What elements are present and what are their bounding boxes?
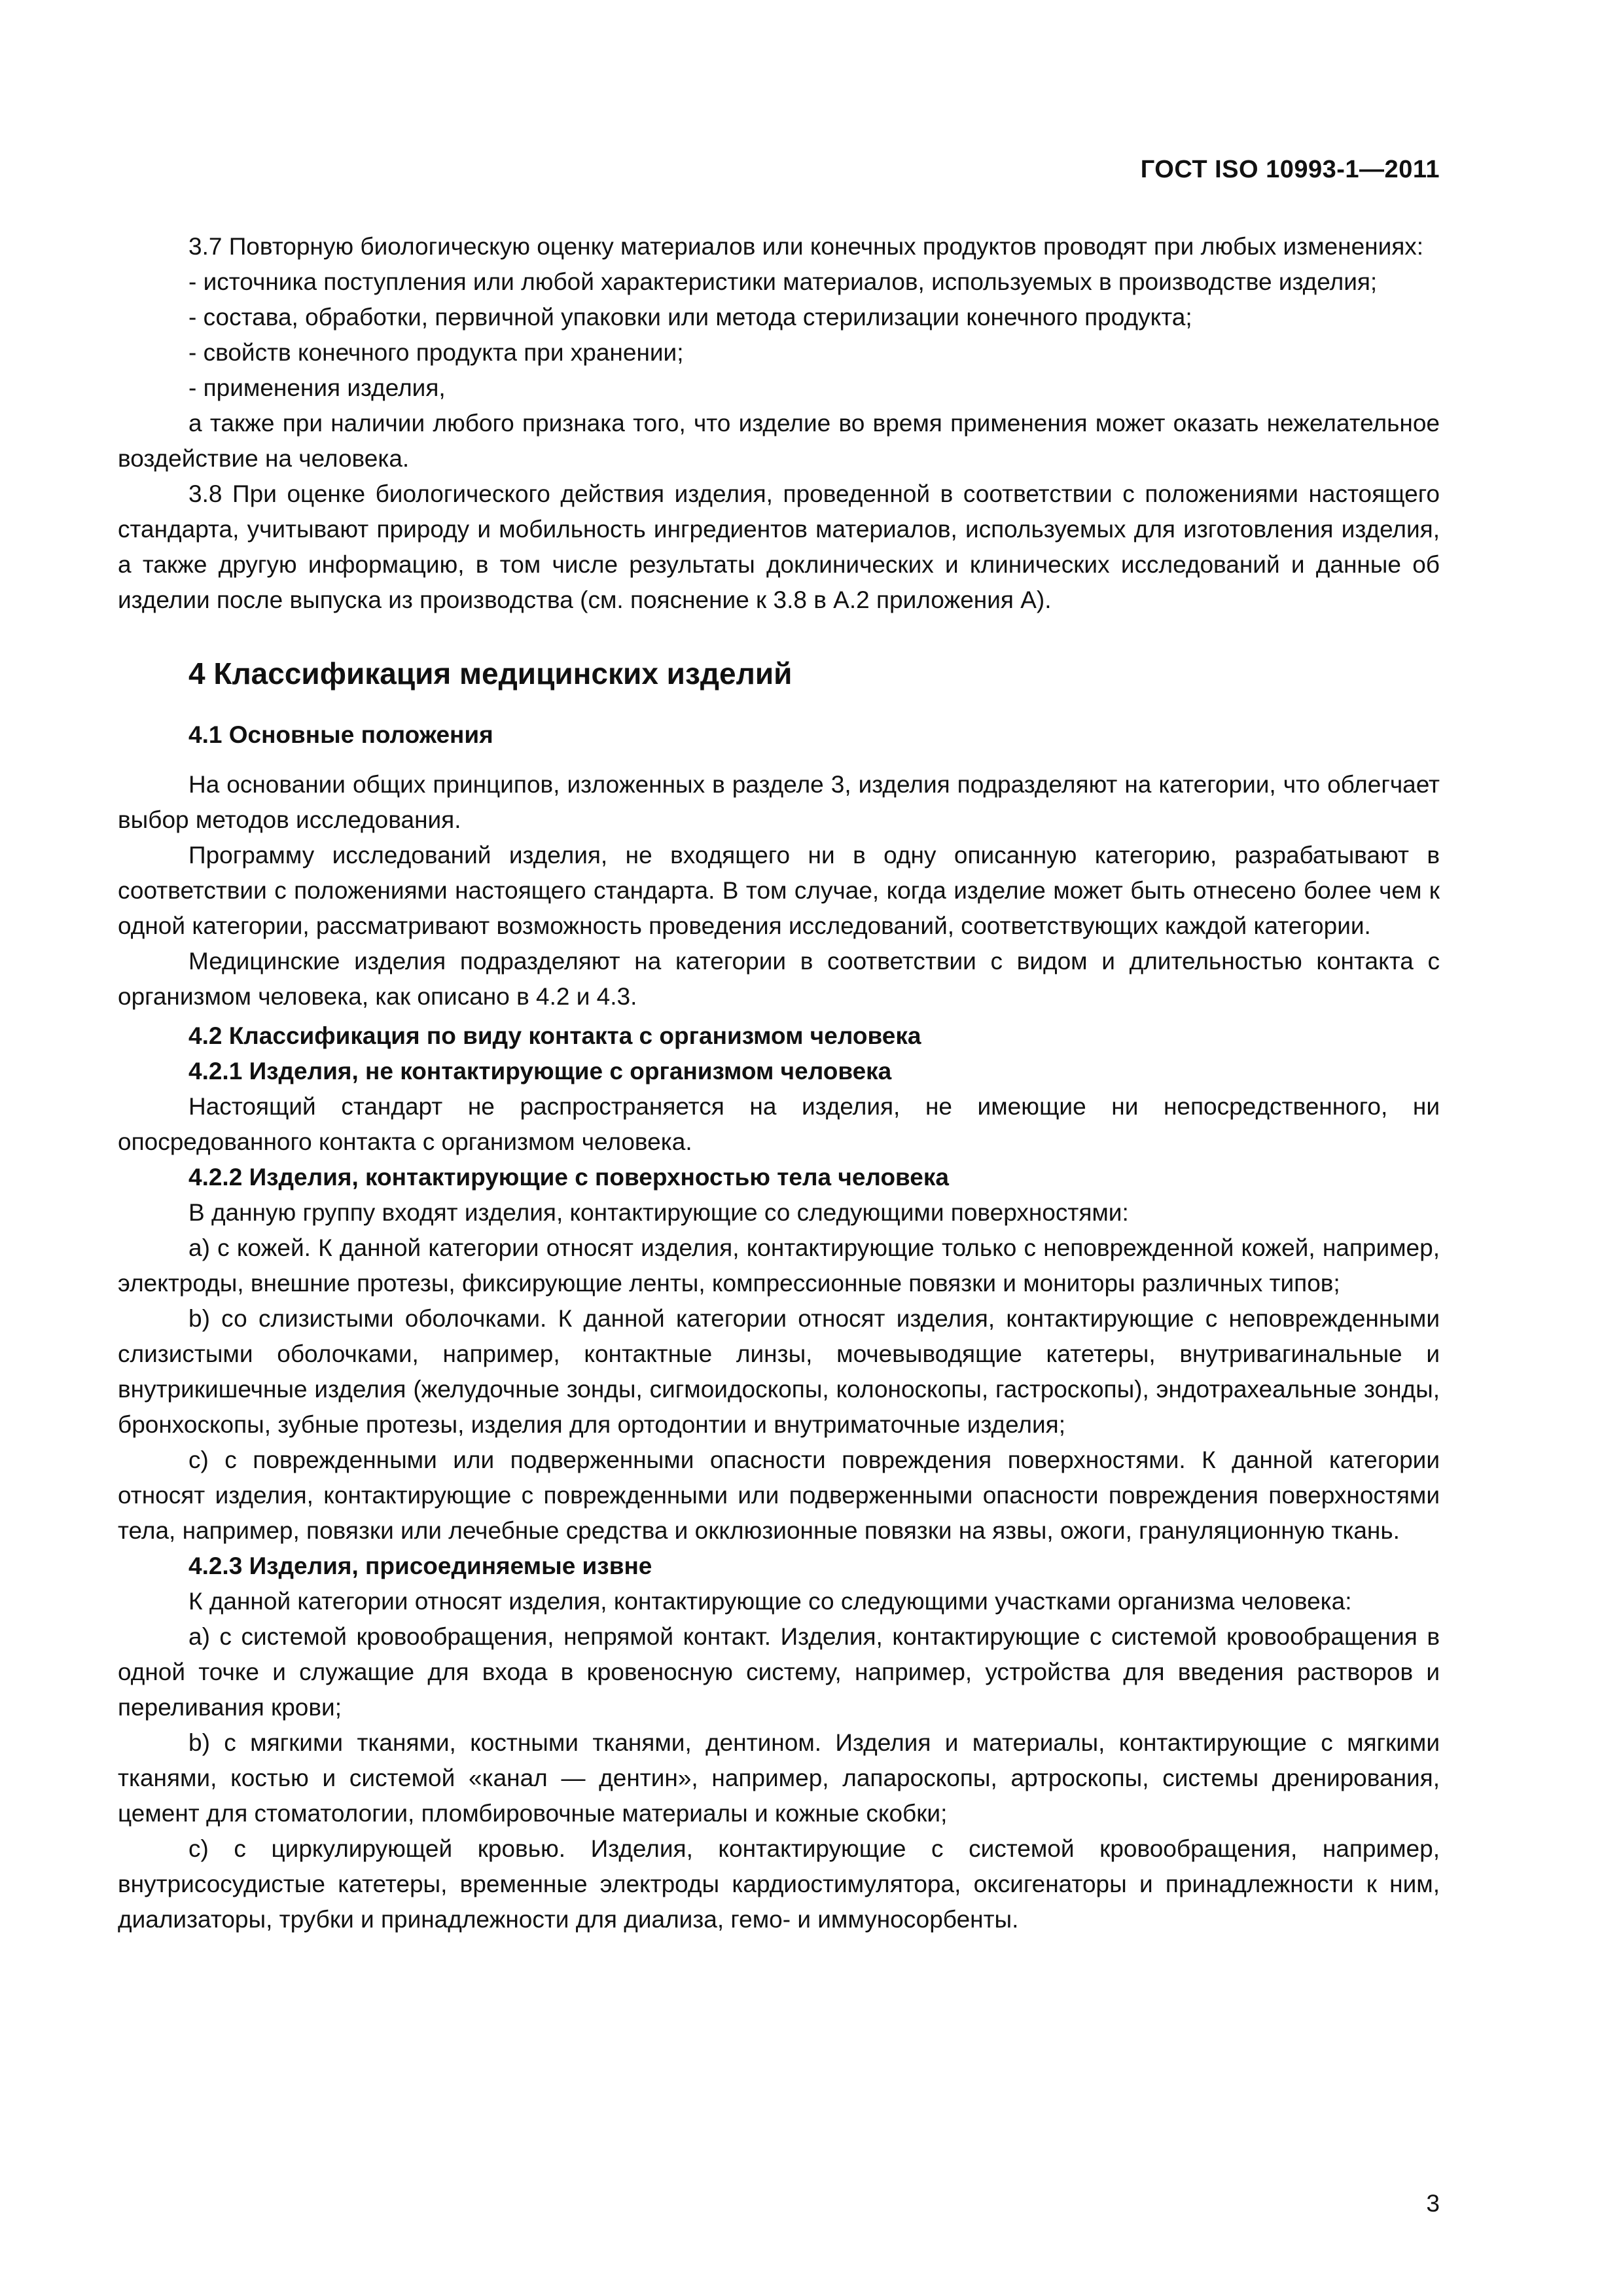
paragraph: Медицинские изделия подразделяют на категории в соответствии с видом и длительностью контакта с организмом человека, как описано в 4.2 и 4.3. [118,948,1440,1010]
paragraph: а также при наличии любого признака того, что изделие во время применения может оказать нежелательное воздействие на человека. [118,410,1440,472]
section-4-heading: 4 Классификация медицинских изделий [188,656,793,691]
document-body [118,229,1440,1937]
list-item: c) с циркулирующей кровью. Изделия, контактирующие с системой кровообращения, например, внутрисосудистые катетеры, временные электроды кардиостимулятора, оксигенаторы и принадлежности к ним, диализаторы, трубки и принадлежности для диализа, гемо- и иммуносорбенты. [118,1835,1440,1933]
list-item: c) с поврежденными или подверженными опасности повреждения поверхностями. К данной категории относят изделия, контактирующие с поврежденными или подверженными опасности повреждения поверхностями тела, например, повязки или лечебные средства и окклюзионные повязки на язвы, ожоги, грануляционную ткань. [118,1446,1440,1544]
list-item: - состава, обработки, первичной упаковки или метода стерилизации конечного продукта; [188,304,1192,331]
subsection-4-2-1-heading: 4.2.1 Изделия, не контактирующие с организмом человека [188,1058,892,1085]
list-item: - применения изделия, [188,374,446,401]
list-item: a) с кожей. К данной категории относят изделия, контактирующие только с неповрежденной кожей, например, электроды, внешние протезы, фиксирующие ленты, компрессионные повязки и мониторы различных типов; [118,1234,1440,1297]
paragraph: На основании общих принципов, изложенных в разделе 3, изделия подразделяют на категории, что облегчает выбор методов исследования. [118,771,1440,833]
list-item: - свойств конечного продукта при хранении; [188,339,684,366]
subsection-4-2-2-heading: 4.2.2 Изделия, контактирующие с поверхностью тела человека [188,1164,949,1191]
subsection-4-1-heading: 4.1 Основные положения [188,721,493,748]
document-code-header: ГОСТ ISO 10993-1—2011 [1140,156,1440,183]
list-item: - источника поступления или любой характеристики материалов, используемых в производстве изделия; [188,268,1378,295]
paragraph: Программу исследований изделия, не входящего ни в одну описанную категорию, разрабатывают в соответствии с положениями настоящего стандарта. В том случае, когда изделие может быть отнесено более чем к одной категории, рассматривают возможность проведения исследований, соответствующих каждой категории. [118,842,1440,939]
paragraph-3-7: 3.7 Повторную биологическую оценку материалов или конечных продуктов проводят при любых изменениях: [188,233,1424,260]
paragraph-3-8: 3.8 При оценке биологического действия изделия, проведенной в соответствии с положениями настоящего стандарта, учитывают природу и мобильность ингредиентов материалов, используемых для изготовления изделия, а также другую информацию, в том числе результаты доклинических и клинических исследований и данные об изделии после выпуска из производства (см. пояснение к 3.8 в А.2 приложения А). [118,480,1440,613]
paragraph: В данную группу входят изделия, контактирующие со следующими поверхностями: [188,1199,1129,1226]
subsection-4-2-heading: 4.2 Классификация по виду контакта с организмом человека [188,1022,921,1049]
subsection-4-2-3-heading: 4.2.3 Изделия, присоединяемые извне [188,1552,652,1579]
list-item: a) с системой кровообращения, непрямой контакт. Изделия, контактирующие с системой кровообращения в одной точке и служащие для входа в кровеносную систему, например, устройства для введения растворов и переливания крови; [118,1623,1440,1721]
page-number: 3 [1426,2190,1440,2217]
list-item: b) со слизистыми оболочками. К данной категории относят изделия, контактирующие с неповрежденными слизистыми оболочками, например, контактные линзы, мочевыводящие катетеры, внутривагинальные и внутрикишечные изделия (желудочные зонды, сигмоидоскопы, колоноскопы, гастроскопы), эндотрахеальные зонды, бронхоскопы, зубные протезы, изделия для ортодонтии и внутриматочные изделия; [118,1305,1440,1438]
paragraph: Настоящий стандарт не распространяется на изделия, не имеющие ни непосредственного, ни опосредованного контакта с организмом человека. [118,1093,1440,1155]
paragraph: К данной категории относят изделия, контактирующие со следующими участками организма человека: [188,1588,1352,1615]
list-item: b) с мягкими тканями, костными тканями, дентином. Изделия и материалы, контактирующие с мягкими тканями, костью и системой «канал — дентин», например, лапароскопы, артроскопы, системы дренирования, цемент для стоматологии, пломбировочные материалы и кожные скобки; [118,1729,1440,1827]
